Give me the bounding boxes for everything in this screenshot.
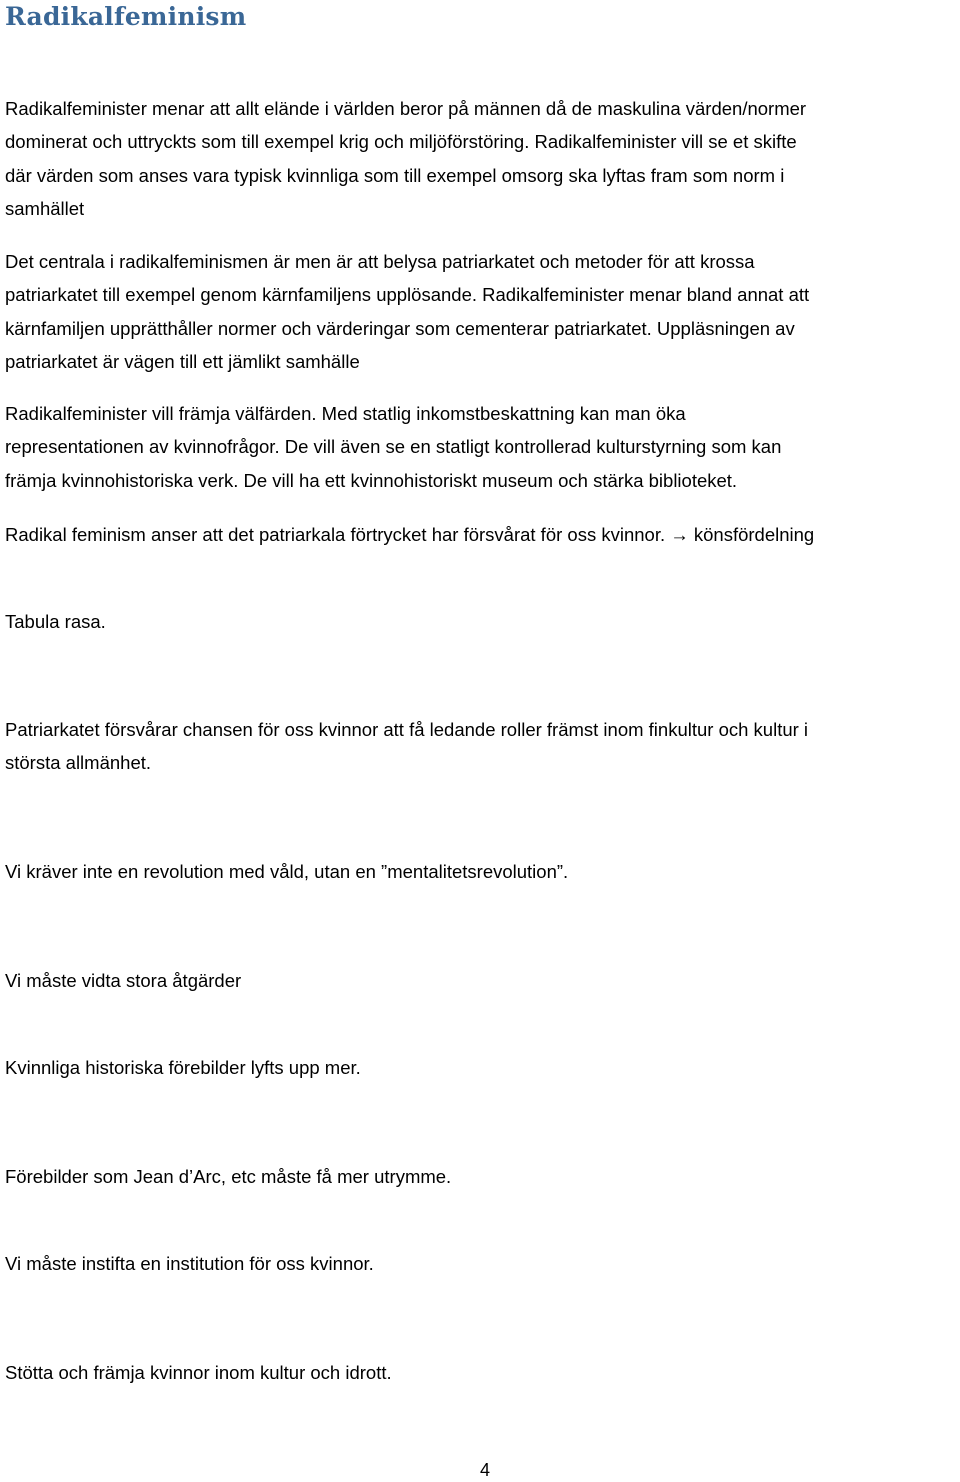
paragraph-intro	[5, 92, 960, 225]
text-line: Kvinnliga historiska förebilder lyfts upp mer.	[5, 1057, 361, 1078]
paragraph-leading-roles	[5, 713, 960, 780]
text-line: patriarkatet till exempel genom kärnfamiljens upplösande. Radikalfeminister menar bland annat att	[5, 284, 810, 306]
paragraph-mentality-revolution	[5, 855, 960, 888]
text-line: dominerat och uttryckts som till exempel krig och miljöförstöring. Radikalfeminister vill se et skifte	[5, 131, 797, 153]
text-line: främja kvinnohistoriska verk. De vill ha ett kvinnohistoriskt museum och stärka biblioteket.	[5, 469, 738, 491]
text-line: Det centrala i radikalfeminismen är men är att belysa patriarkatet och metoder för att krossa	[5, 251, 755, 272]
text-line: största allmänhet.	[5, 752, 152, 774]
text-line: samhället	[5, 197, 85, 219]
text-line: Förebilder som Jean d’Arc, etc måste få mer utrymme.	[5, 1166, 452, 1187]
paragraph-culture-sport	[5, 1356, 960, 1389]
text-line: där värden som anses vara typisk kvinnliga som till exempel omsorg ska lyftas fram som norm i	[5, 164, 785, 186]
text-line: Radikalfeminister vill främja välfärden. Med statlig inkomstbeskattning kan man öka	[5, 403, 686, 424]
text-line: Vi måste vidta stora åtgärder	[5, 970, 242, 991]
paragraph-jean-darc	[5, 1160, 960, 1193]
text-line: patriarkatet är vägen till ett jämlikt samhälle	[5, 350, 360, 372]
paragraph-measures	[5, 964, 960, 997]
paragraph-welfare	[5, 397, 960, 497]
text-line: Patriarkatet försvårar chansen för oss kvinnor att få ledande roller främst inom finkultur och kultur i	[5, 719, 809, 740]
text-line: Stötta och främja kvinnor inom kultur och idrott.	[5, 1362, 392, 1383]
paragraph-gender-distribution	[5, 518, 960, 551]
text-line: Vi kräver inte en revolution med våld, utan en ”mentalitetsrevolution”.	[5, 861, 569, 882]
text-line: Radikalfeminister menar att allt elände i världen beror på männen då de maskulina värden/normer	[5, 98, 807, 119]
page-title: Radikalfeminism	[5, 2, 247, 31]
text-line: Radikal feminism anser att det patriarkala förtrycket har försvårat för oss kvinnor. → könsfördelning	[5, 524, 815, 545]
page-number: 4	[480, 1460, 491, 1480]
paragraph-institution	[5, 1247, 960, 1280]
text-line: Vi måste instifta en institution för oss kvinnor.	[5, 1253, 374, 1274]
paragraph-role-models	[5, 1051, 960, 1084]
paragraph-tabula-rasa	[5, 605, 960, 638]
text-line: representationen av kvinnofrågor. De vill även se en statligt kontrollerad kulturstyrning som kan	[5, 436, 782, 458]
paragraph-patriarchy	[5, 245, 960, 378]
text-line: Tabula rasa.	[5, 611, 106, 632]
text-line: kärnfamiljen upprätthåller normer och värderingar som cementerar patriarkatet. Uppläsningen av	[5, 317, 795, 339]
